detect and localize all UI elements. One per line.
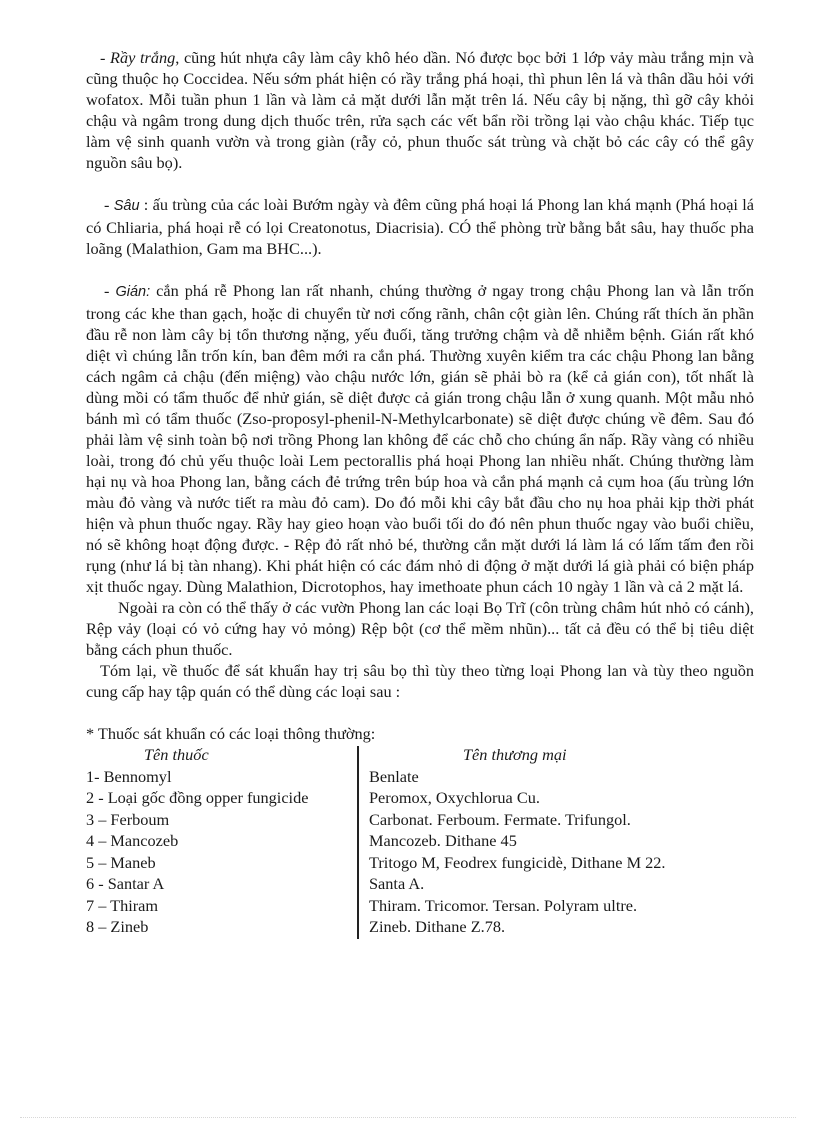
cell-name: 6 - Santar A: [86, 874, 165, 893]
cell-name: 7 – Thiram: [86, 895, 159, 915]
page-bottom-rule: [20, 1117, 796, 1118]
cell-trade: Zineb. Dithane Z.78.: [369, 917, 506, 936]
table-divider: [357, 746, 359, 939]
bullet-dash: -: [100, 48, 111, 67]
cell-name: 3 – Ferboum: [86, 809, 170, 829]
cell-name: 1- Bennomyl: [86, 766, 172, 786]
table-row: [86, 809, 754, 831]
paragraph-text: : ấu trùng của các loài Bướm ngày và đêm cũng phá hoại lá Phong lan khá mạnh (Phá hoại lá có Chliaria, phá hoại rễ có lọi Creatonotus, Diacrisia). CÓ thể phòng trừ bằng bắt sâu, hay thuốc pha loãng (Malathion, Gam ma BHC...).: [86, 195, 754, 258]
bullet-dash: -: [104, 281, 116, 300]
header-trade: Tên thương mại: [463, 745, 567, 764]
table-row: [86, 873, 754, 895]
cell-name: 8 – Zineb: [86, 917, 149, 936]
cell-trade: Tritogo M, Feodrex fungicidè, Dithane M 22.: [369, 852, 666, 872]
cell-name: 2 - Loại gốc đồng opper fungicide: [86, 788, 309, 807]
cell-trade: Peromox, Oxychlorua Cu.: [369, 788, 540, 807]
paragraph-text: , cũng hút nhựa cây làm cây khô héo dần. Nó được bọc bởi 1 lớp vảy màu trắng mịn và cũng thuộc họ Coccidea. Nếu sớm phát hiện có rầy trắng phá hoại, thì phun lên lá và thân dầu hỏi với wofatox. Mỗi tuần phun 1 lần và làm cả mặt dưới lẫn mặt trên lá. Nếu cây bị nặng, thì gỡ cây khỏi chậu và ngâm trong dung dịch thuốc trên, rửa sạch các vết bẩn rồi trồng lại vào chậu khác. Tiếp tục làm vệ sinh quanh vườn và trong giàn (rẫy cỏ, phun thuốc sát trùng và chặt bỏ các cây có thể gây nguồn sâu bọ).: [86, 48, 755, 172]
term-sau: Sâu: [113, 198, 140, 214]
bullet-dash: -: [104, 195, 114, 214]
cell-trade: Carbonat. Ferboum. Fermate. Trifungol.: [369, 809, 631, 829]
cell-trade: Benlate: [369, 766, 419, 786]
cell-trade: Thiram. Tricomor. Tersan. Polyram ultre.: [369, 895, 638, 915]
table-header: [86, 744, 754, 766]
term-ray-trang: Rầy trắng: [110, 48, 176, 67]
table-title: * Thuốc sát khuẩn có các loại thông thường:: [86, 724, 376, 743]
paragraph-sau: [86, 194, 754, 259]
fungicide-table: [86, 744, 754, 938]
paragraph-tom-lai: Tóm lại, về thuốc để sát khuẩn hay trị sâu bọ thì tùy theo từng loại Phong lan và tùy theo nguồn cung cấp hay tập quán có thể dùng các loại sau :: [86, 661, 754, 701]
paragraph-ngoai-ra: Ngoài ra còn có thể thấy ở các vườn Phong lan các loại Bọ Trĩ (côn trùng châm hút nhỏ có cánh), Rệp vảy (loại có vỏ cứng hay vỏ mỏng) Rệp bột (cơ thể mềm nhũn)... tất cả đều có thể bị tiêu diệt bằng cách phun thuốc.: [86, 598, 754, 659]
paragraph-ray-trang: [86, 47, 754, 173]
paragraph-text: cắn phá rễ Phong lan rất nhanh, chúng thường ở ngay trong chậu Phong lan và lẫn trốn trong các khe than gạch, hoặc di chuyển từ nơi cống rãnh, chân cột giàn lên. Chúng rất thích ăn phần đầu rễ non làm cây bị tổn thương nặng, yếu đuối, tăng trưởng chậm và dễ nhiễm bệnh. Gián rất khó diệt vì chúng lẫn trốn kín, ban đêm mới ra cắn phá. Thường xuyên kiểm tra các chậu Phong lan bằng cách ngâm cả chậu (đến miệng) vào chậu nước lớn, gián sẽ phải bò ra (kể cả gián con), tốt nhất là dùng mồi có tẩm thuốc để nhử gián, sẽ diệt được cả gián trong chậu lẫn ở xung quanh. Một mẫu nhỏ bánh mì có tẩm thuốc (Zso-proposyl-phenil-N-Methylcarbonate) sẽ diệt được chúng về đêm. Sau đó phải làm vệ sinh toàn bộ nơi trồng Phong lan không để các chỗ cho chúng ẩn nấp. Rầy vàng có nhiều loài, trong đó chủ yếu thuộc loài Lem pectorallis phá hoại Phong lan nhiều nhất. Chúng thường làm hại nụ và hoa Phong lan, bằng cách đẻ trứng trên búp hoa và cắn phá mạnh cả cụm hoa (ấu trùng lớn màu đỏ vàng và nước tiết ra màu đỏ cam). Do đó mỗi khi cây bắt đầu cho nụ hoa phải kịp thời phát hiện và phun thuốc ngay. Rầy hay gieo hoạn vào buổi tối do đó nên phun thuốc ngay vào buổi chiều, nó sẽ không hoạt động được. - Rệp đỏ rất nhỏ bé, thường cắn mặt dưới lá làm lá có lấm tấm đen rồi rụng (như lá bị tàn nhang). Khi phát hiện có các đám nhỏ di động ở mặt dưới lá già phải có biện pháp xịt thuốc ngay. Dùng Malathion, Dicrotophos, hay imethoate phun cách 10 ngày 1 lần và cả 2 mặt lá.: [86, 281, 754, 596]
header-name: Tên thuốc: [144, 745, 209, 764]
cell-trade: Santa A.: [369, 874, 425, 893]
table-row: [86, 852, 754, 874]
table-row: [86, 916, 754, 938]
cell-name: 5 – Maneb: [86, 852, 156, 872]
term-gian: Gián:: [115, 284, 151, 300]
paragraph-gian: [86, 280, 754, 597]
cell-trade: Mancozeb. Dithane 45: [369, 831, 517, 850]
table-row: [86, 766, 754, 788]
table-row: [86, 787, 754, 809]
document-page: [86, 47, 754, 938]
table-row: [86, 895, 754, 917]
cell-name: 4 – Mancozeb: [86, 831, 179, 850]
table-row: [86, 830, 754, 852]
